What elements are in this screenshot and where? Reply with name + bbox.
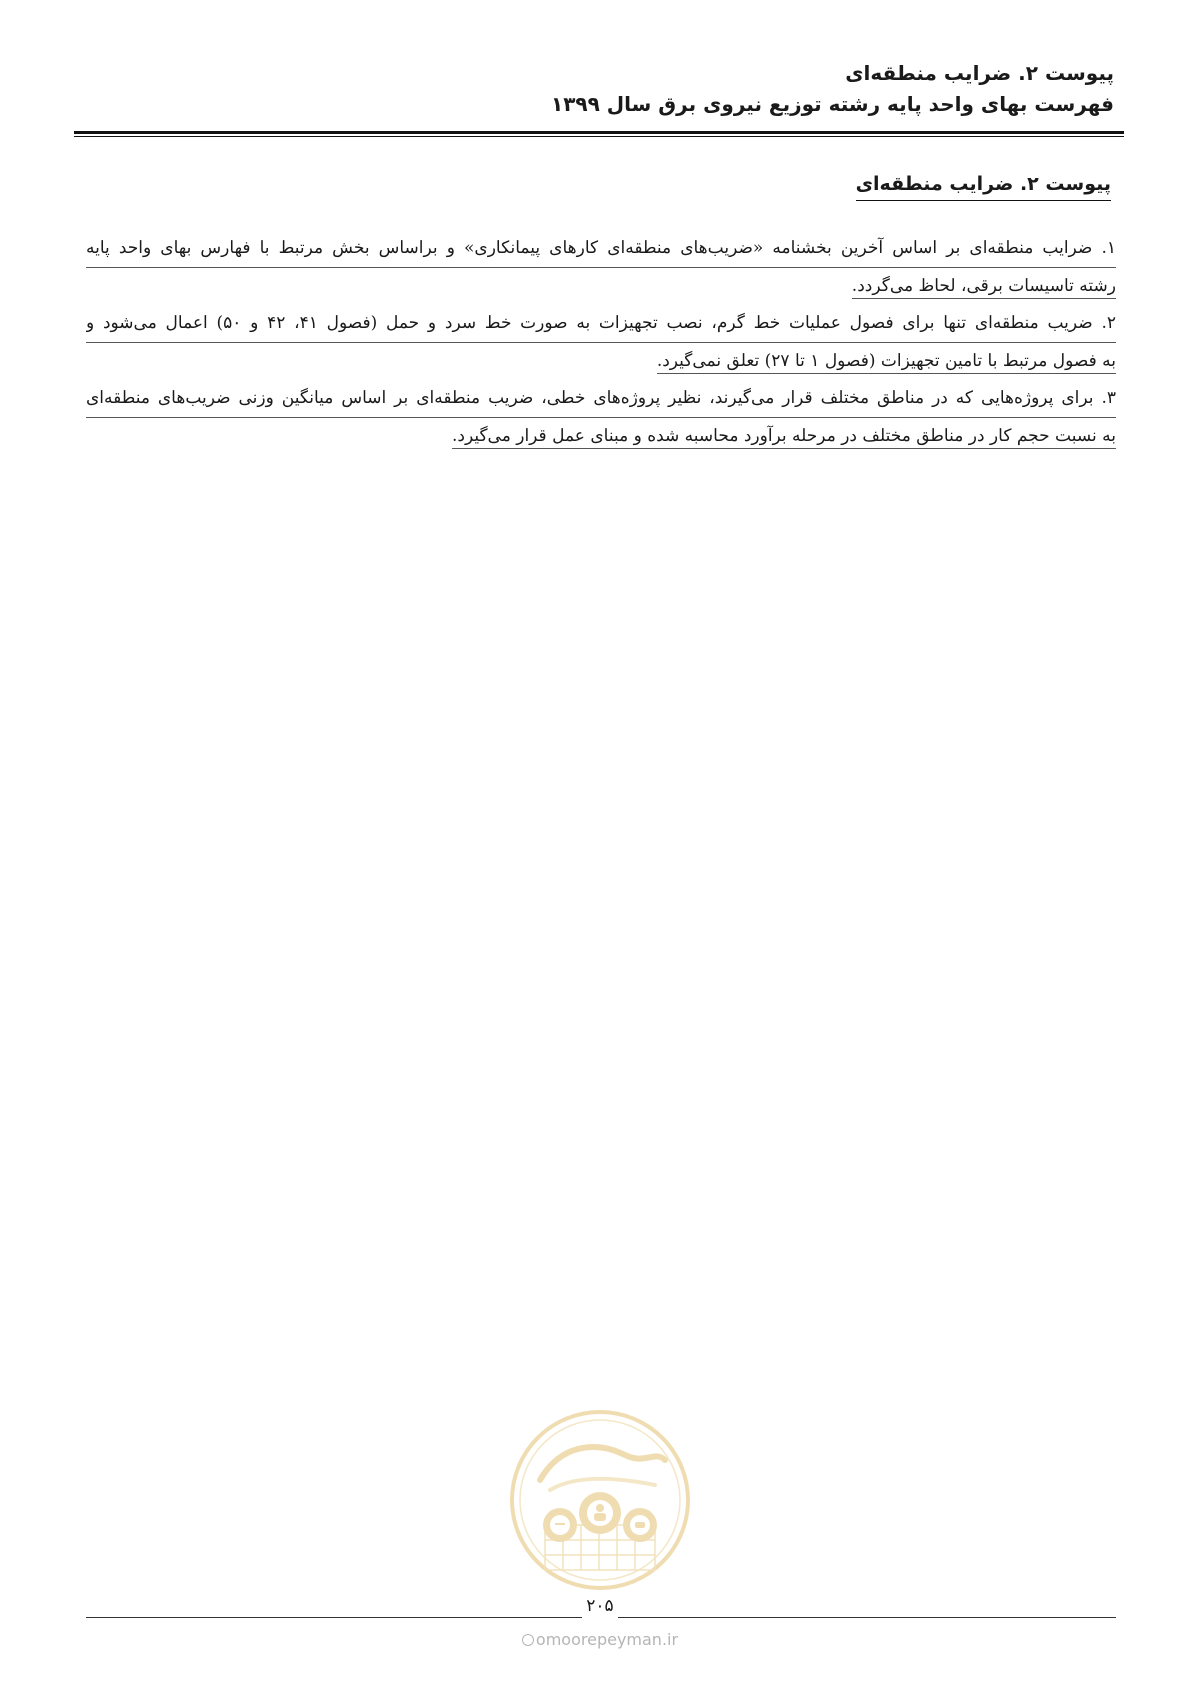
- footer-divider-right: [618, 1617, 1116, 1618]
- paragraph-line: به نسبت حجم کار در مناطق مختلف در مرحله برآورد محاسبه شده و مبنای عمل قرار می‌گیرد.: [452, 426, 1116, 449]
- running-header: [74, 58, 1124, 120]
- globe-icon: [522, 1634, 534, 1646]
- section-heading: پیوست ۲. ضرایب منطقه‌ای: [856, 170, 1111, 201]
- header-appendix-title: پیوست ۲. ضرایب منطقه‌ای: [845, 61, 1114, 85]
- paragraph-2: [86, 305, 1116, 380]
- header-divider-thin: [74, 136, 1124, 137]
- paragraph-line-end: [86, 268, 1116, 305]
- watermark-logo: [505, 1405, 695, 1595]
- paragraph-line-end: [86, 418, 1116, 455]
- body-content: [86, 230, 1116, 455]
- paragraph-1: [86, 230, 1116, 305]
- site-watermark: [500, 1630, 700, 1649]
- header-divider-thick: [74, 131, 1124, 134]
- footer-divider-left: [86, 1617, 582, 1618]
- paragraph-line: رشته تاسیسات برقی، لحاظ می‌گردد.: [852, 276, 1116, 299]
- site-url: omoorepeyman.ir: [535, 1630, 679, 1649]
- header-document-title: فهرست بهای واحد پایه رشته توزیع نیروی برق سال ۱۳۹۹: [551, 92, 1114, 116]
- paragraph-line: ۳. برای پروژه‌هایی که در مناطق مختلف قرار می‌گیرند، نظیر پروژه‌های خطی، ضریب منطقه‌ای بر اساس میانگین وزنی ضریب‌های منطقه‌ای: [86, 380, 1116, 418]
- page-number: ۲۰۵: [586, 1596, 614, 1616]
- paragraph-3: [86, 380, 1116, 455]
- paragraph-line: ۱. ضرایب منطقه‌ای بر اساس آخرین بخشنامه «ضریب‌های منطقه‌ای کارهای پیمانکاری» و براساس بخش مرتبط با فهارس بهای واحد پایه: [86, 230, 1116, 268]
- paragraph-line: ۲. ضریب منطقه‌ای تنها برای فصول عملیات خط گرم، نصب تجهیزات به صورت خط سرد و حمل (فصول ۴۱، ۴۲ و ۵۰) اعمال می‌شود و: [86, 305, 1116, 343]
- paragraph-line-end: [86, 343, 1116, 380]
- paragraph-line: به فصول مرتبط با تامین تجهیزات (فصول ۱ تا ۲۷) تعلق نمی‌گیرد.: [657, 351, 1116, 374]
- logo-seal-icon: [505, 1405, 695, 1595]
